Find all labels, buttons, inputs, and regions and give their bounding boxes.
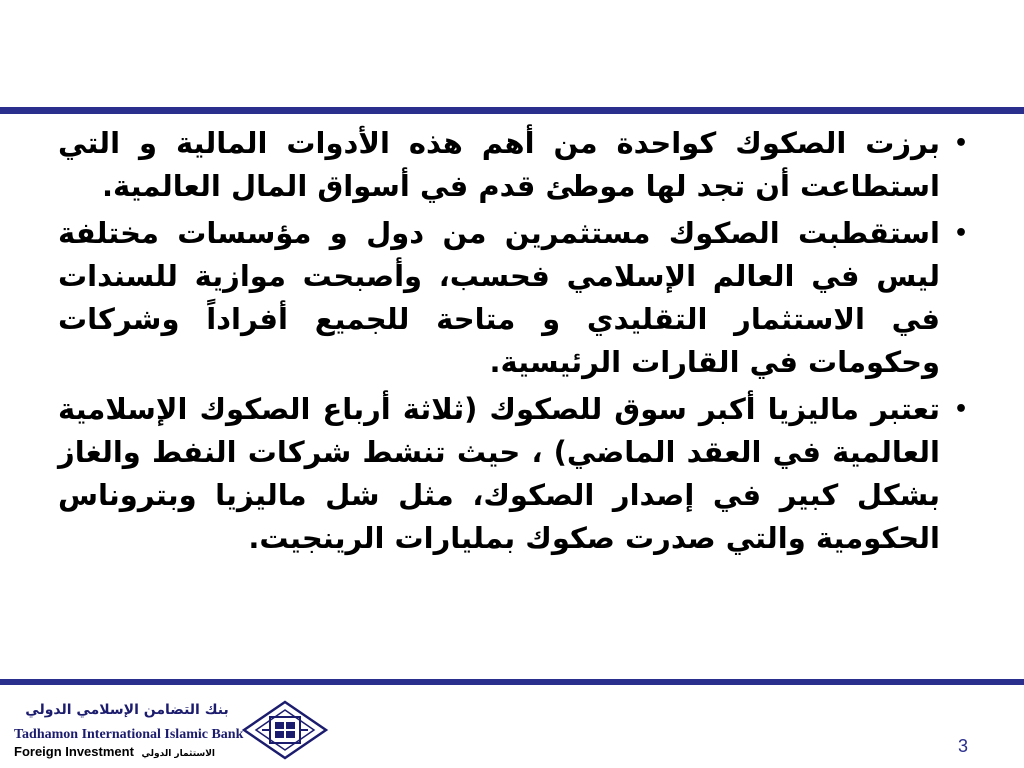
bullet-text: استقطبت الصكوك مستثمرين من دول و مؤسسات مختلفة ليس في العالم الإسلامي فحسب، وأصبحت موازية للسندات في الاستثمار التقليدي و متاحة للجميع أفراداً وشركات وحكومات في القارات الرئيسية. (58, 216, 940, 379)
slide-body (58, 122, 968, 564)
bullet-item (58, 388, 968, 560)
bank-name-arabic: بنك التضامن الإسلامي الدولي (25, 702, 229, 718)
bank-name-english: Tadhamon International Islamic Bank (14, 727, 244, 742)
bank-emblem-icon (240, 700, 330, 760)
bullet-item (58, 212, 968, 384)
bullet-dot: • (953, 131, 968, 156)
page-number: 3 (958, 736, 969, 756)
department-label-ar: الاستثمار الدولي (141, 749, 216, 759)
department-label (14, 744, 215, 762)
bullet-dot: • (953, 397, 968, 422)
top-divider-bar (0, 107, 1024, 114)
bullet-text: تعتبر ماليزيا أكبر سوق للصكوك (ثلاثة أرباع الصكوك الإسلامية العالمية في العقد الماضي) ، حيث تنشط شركات النفط والغاز بشكل كبير في إصدار الصكوك، مثل شل ماليزيا وبتروناس الحكومية والتي صدرت صكوك بمليارات الرينجيت. (58, 392, 940, 555)
bank-logo (8, 700, 338, 762)
bullet-text: برزت الصكوك كواحدة من أهم هذه الأدوات المالية و التي استطاعت أن تجد لها موطئ قدم في أسواق المال العالمية. (58, 126, 940, 203)
bullet-item (58, 122, 968, 208)
department-label-en: Foreign Investment (14, 744, 134, 759)
bullet-dot: • (953, 221, 968, 246)
bottom-divider-bar (0, 679, 1024, 685)
